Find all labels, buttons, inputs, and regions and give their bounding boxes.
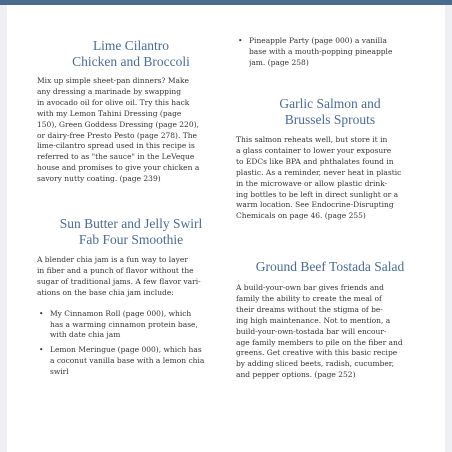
top-color-band: [0, 0, 452, 5]
list-line: My Cinnamon Roll (page 000), which: [50, 308, 192, 318]
title-line: Chicken and Broccoli: [72, 54, 190, 69]
tostada-salad-body: [236, 283, 424, 381]
body-line: in avocado oil for olive oil. Try this hack: [37, 97, 190, 107]
list-line: has a warming cinnamon protein base,: [50, 319, 198, 329]
lime-cilantro-body: [37, 76, 225, 185]
body-line: and pepper options. (page 252): [236, 370, 356, 380]
body-line: in fiber and a punch of flavor without the: [37, 265, 194, 275]
body-line: or dairy-free Presto Pesto (page 278). The: [37, 130, 197, 140]
list-line: with date chia jam: [50, 330, 121, 340]
body-line: plastic. As a reminder, never heat in plastic: [236, 167, 402, 177]
list-line: base with a mouth-popping pineapple: [249, 46, 393, 56]
list-line: Lemon Meringue (page 000), which has: [50, 345, 202, 355]
list-line: a coconut vanilla base with a lemon chia: [50, 356, 205, 366]
body-line: ing high maintenance. Not to mention, a: [236, 315, 391, 325]
lime-cilantro-title: [37, 38, 225, 70]
body-line: referred to as "the sauce" in the LeVeque: [37, 152, 195, 162]
body-line: their dreams without the stigma of be-: [236, 304, 383, 314]
title-line: Sun Butter and Jelly Swirl: [59, 216, 203, 231]
list-line: jam. (page 258): [249, 57, 309, 67]
garlic-salmon-title: [236, 96, 424, 128]
body-line: any dressing a marinade by swapping: [37, 86, 182, 96]
title-line: Lime Cilantro: [92, 38, 170, 53]
smoothie-section: [37, 216, 225, 378]
smoothie-variations-list-continued: [236, 36, 424, 69]
right-margin-strip: [445, 5, 452, 452]
body-line: build-your-own-tostada bar will encour-: [236, 326, 387, 336]
smoothie-title: [37, 216, 225, 248]
list-line: Pineapple Party (page 000) a vanilla: [249, 36, 387, 45]
list-item: [236, 36, 424, 69]
body-line: age family members to pile on the fiber and: [236, 337, 403, 347]
garlic-salmon-section: [236, 96, 424, 222]
list-item: [37, 309, 225, 342]
body-line: by adding sliced beets, radish, cucumber,: [236, 359, 394, 369]
bullet-icon: •: [238, 36, 243, 45]
body-line: house and promises to give your chicken a: [37, 163, 200, 173]
title-line: Garlic Salmon and: [279, 96, 381, 111]
title-line: Ground Beef Tostada Salad: [255, 259, 405, 274]
list-item: [37, 345, 225, 378]
body-line: to EDCs like BPA and phthalates found in: [236, 156, 394, 166]
title-line: Fab Four Smoothie: [78, 232, 184, 247]
body-line: sugar of traditional jams. A few flavor vari-: [37, 276, 201, 286]
body-line: greens. Get creative with this basic recipe: [236, 348, 398, 358]
body-line: savory nutty coating. (page 239): [37, 174, 161, 184]
body-line: lime-cilantro spread used in this recipe is: [37, 141, 195, 151]
body-line: in the microwave or allow plastic drink-: [236, 178, 388, 188]
body-line: 150), Green Goddess Dressing (page 220),: [37, 119, 199, 129]
body-line: ations on the base chia jam include:: [37, 287, 174, 297]
body-line: with my Lemon Tahini Dressing (page: [37, 108, 182, 118]
lime-cilantro-section: [37, 38, 225, 185]
body-line: This salmon reheats well, but store it in: [236, 135, 388, 144]
body-line: A build-your-own bar gives friends and: [236, 283, 384, 292]
smoothie-variations-list: [37, 309, 225, 378]
left-margin-strip: [0, 5, 7, 452]
body-line: Mix up simple sheet-pan dinners? Make: [37, 76, 189, 85]
body-line: a glass container to lower your exposure: [236, 145, 392, 155]
tostada-salad-section: [236, 259, 424, 381]
bullet-icon: •: [39, 308, 44, 318]
pineapple-continuation: [236, 36, 424, 69]
bullet-icon: •: [39, 345, 44, 355]
body-line: warm location. See Endocrine-Disrupting: [236, 200, 394, 210]
title-line: Brussels Sprouts: [284, 112, 376, 127]
garlic-salmon-body: [236, 135, 424, 222]
smoothie-body: [37, 255, 225, 299]
list-line: swirl: [50, 367, 69, 377]
body-line: ing bottles to be left in direct sunlight or a: [236, 189, 399, 199]
body-line: family the ability to create the meal of: [236, 293, 382, 303]
body-line: A blender chia jam is a fun way to layer: [37, 255, 188, 264]
tostada-salad-title: [236, 259, 424, 275]
body-line: Chemicals on page 46. (page 255): [236, 211, 366, 221]
